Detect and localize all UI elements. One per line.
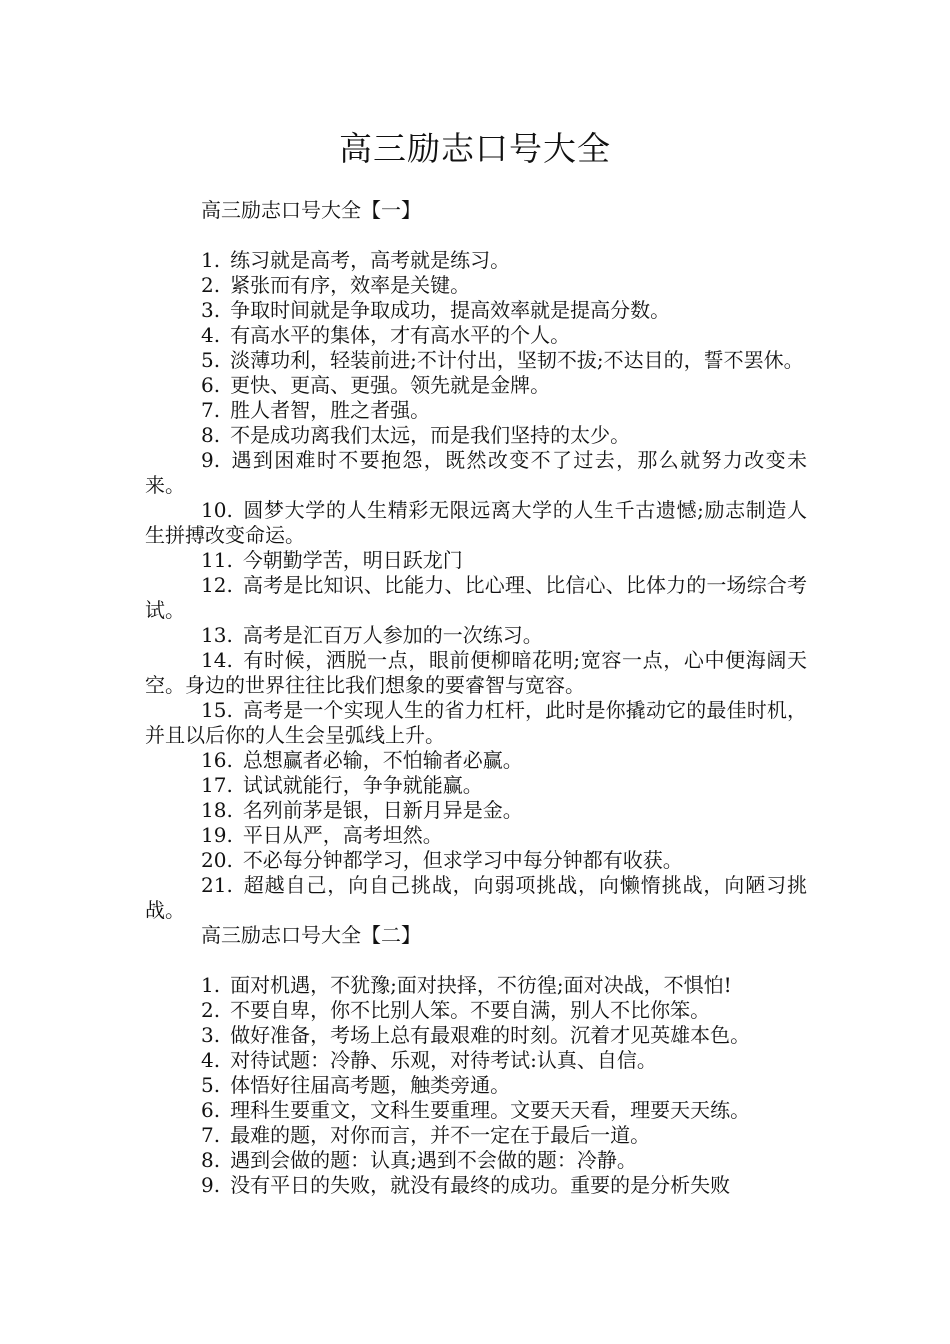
item-text: 做好准备，考场上总有最艰难的时刻。沉着才见英雄本色。 [230, 1023, 751, 1047]
item-number: 1. [201, 248, 221, 272]
list-item [145, 1173, 807, 1198]
list-item [145, 1073, 807, 1098]
list-item [145, 823, 807, 848]
item-text: 高考是一个实现人生的省力杠杆，此时是你撬动它的最佳时机，并且以后你的人生会呈弧线上升。 [145, 698, 807, 747]
section-heading: 高三励志口号大全【一】 [201, 198, 421, 222]
item-number: 1. [201, 973, 221, 997]
list-item [145, 1048, 807, 1073]
item-text: 练习就是高考，高考就是练习。 [230, 248, 511, 272]
section-two [145, 923, 807, 1198]
list-item [145, 798, 807, 823]
list-item [145, 748, 807, 773]
item-number: 8. [201, 423, 221, 447]
list-item [145, 248, 807, 273]
item-text: 名列前茅是银，日新月异是金。 [242, 798, 523, 822]
item-text: 圆梦大学的人生精彩无限远离大学的人生千古遗憾;励志制造人生拼搏改变命运。 [145, 498, 807, 547]
section-spacer [145, 948, 807, 973]
list-item [145, 873, 807, 923]
slogan-list [145, 973, 807, 1198]
item-text: 试试就能行，争争就能赢。 [242, 773, 483, 797]
item-number: 9. [201, 448, 221, 472]
list-item [145, 998, 807, 1023]
list-item [145, 423, 807, 448]
item-text: 有高水平的集体，才有高水平的个人。 [230, 323, 571, 347]
list-item [145, 373, 807, 398]
item-number: 2. [201, 273, 221, 297]
item-text: 理科生要重文，文科生要重理。文要天天看，理要天天练。 [230, 1098, 751, 1122]
document-body [145, 198, 807, 1198]
list-item [145, 573, 807, 623]
list-item [145, 548, 807, 573]
item-text: 总想赢者必输，不怕输者必赢。 [242, 748, 523, 772]
list-item [145, 348, 807, 373]
item-text: 遇到会做的题：认真;遇到不会做的题：冷静。 [230, 1148, 637, 1172]
item-text: 紧张而有序，效率是关键。 [230, 273, 471, 297]
item-number: 10. [201, 498, 233, 522]
item-number: 8. [201, 1148, 221, 1172]
item-number: 7. [201, 398, 221, 422]
item-number: 12. [201, 573, 233, 597]
item-number: 6. [201, 373, 221, 397]
item-text: 最难的题，对你而言，并不一定在于最后一道。 [230, 1123, 651, 1147]
item-text: 高考是比知识、比能力、比心理、比信心、比体力的一场综合考试。 [145, 573, 807, 622]
list-item [145, 448, 807, 498]
item-text: 胜人者智，胜之者强。 [230, 398, 431, 422]
item-number: 17. [201, 773, 233, 797]
list-item [145, 1123, 807, 1148]
section-one [145, 198, 807, 923]
item-number: 14. [201, 648, 233, 672]
item-text: 超越自己，向自己挑战，向弱项挑战，向懒惰挑战，向陋习挑战。 [145, 873, 807, 922]
item-text: 面对机遇，不犹豫;面对抉择，不彷徨;面对决战，不惧怕! [230, 973, 732, 997]
item-number: 16. [201, 748, 233, 772]
item-text: 有时候，洒脱一点，眼前便柳暗花明;宽容一点，心中便海阔天空。身边的世界往往比我们想象的要睿智与宽容。 [145, 648, 807, 697]
list-item [145, 298, 807, 323]
list-item [145, 1098, 807, 1123]
section-heading: 高三励志口号大全【二】 [201, 923, 421, 947]
item-number: 20. [201, 848, 233, 872]
item-number: 3. [201, 1023, 221, 1047]
list-item [145, 623, 807, 648]
item-text: 争取时间就是争取成功，提高效率就是提高分数。 [230, 298, 671, 322]
item-text: 不必每分钟都学习，但求学习中每分钟都有收获。 [242, 848, 683, 872]
list-item [145, 698, 807, 748]
item-number: 3. [201, 298, 221, 322]
item-text: 今朝勤学苦，明日跃龙门 [242, 548, 463, 572]
item-number: 15. [201, 698, 233, 722]
item-number: 5. [201, 348, 221, 372]
item-number: 11. [201, 548, 233, 572]
item-number: 4. [201, 323, 221, 347]
item-number: 19. [201, 823, 233, 847]
list-item [145, 1148, 807, 1173]
item-text: 不是成功离我们太远，而是我们坚持的太少。 [230, 423, 631, 447]
item-number: 6. [201, 1098, 221, 1122]
list-item [145, 323, 807, 348]
item-number: 4. [201, 1048, 221, 1072]
item-number: 21. [201, 873, 233, 897]
item-text: 高考是汇百万人参加的一次练习。 [242, 623, 543, 647]
item-number: 7. [201, 1123, 221, 1147]
item-text: 对待试题：冷静、乐观，对待考试:认真、自信。 [230, 1048, 657, 1072]
list-item [145, 848, 807, 873]
list-item [145, 498, 807, 548]
list-item [145, 398, 807, 423]
item-number: 5. [201, 1073, 221, 1097]
list-item [145, 273, 807, 298]
item-number: 9. [201, 1173, 221, 1197]
item-number: 18. [201, 798, 233, 822]
list-item [145, 973, 807, 998]
section-spacer [145, 223, 807, 248]
list-item [145, 773, 807, 798]
item-number: 2. [201, 998, 221, 1022]
list-item [145, 1023, 807, 1048]
item-text: 体悟好往届高考题，触类旁通。 [230, 1073, 511, 1097]
item-text: 更快、更高、更强。领先就是金牌。 [230, 373, 551, 397]
document-title: 高三励志口号大全 [339, 129, 611, 168]
slogan-list [145, 248, 807, 923]
item-text: 没有平日的失败，就没有最终的成功。重要的是分析失败 [230, 1173, 731, 1197]
item-text: 淡薄功利，轻装前进;不计付出，坚韧不拔;不达目的，誓不罢休。 [230, 348, 804, 372]
item-text: 平日从严，高考坦然。 [242, 823, 443, 847]
item-text: 遇到困难时不要抱怨，既然改变不了过去，那么就努力改变未来。 [145, 448, 807, 497]
list-item [145, 648, 807, 698]
item-number: 13. [201, 623, 233, 647]
item-text: 不要自卑，你不比别人笨。不要自满，别人不比你笨。 [230, 998, 711, 1022]
